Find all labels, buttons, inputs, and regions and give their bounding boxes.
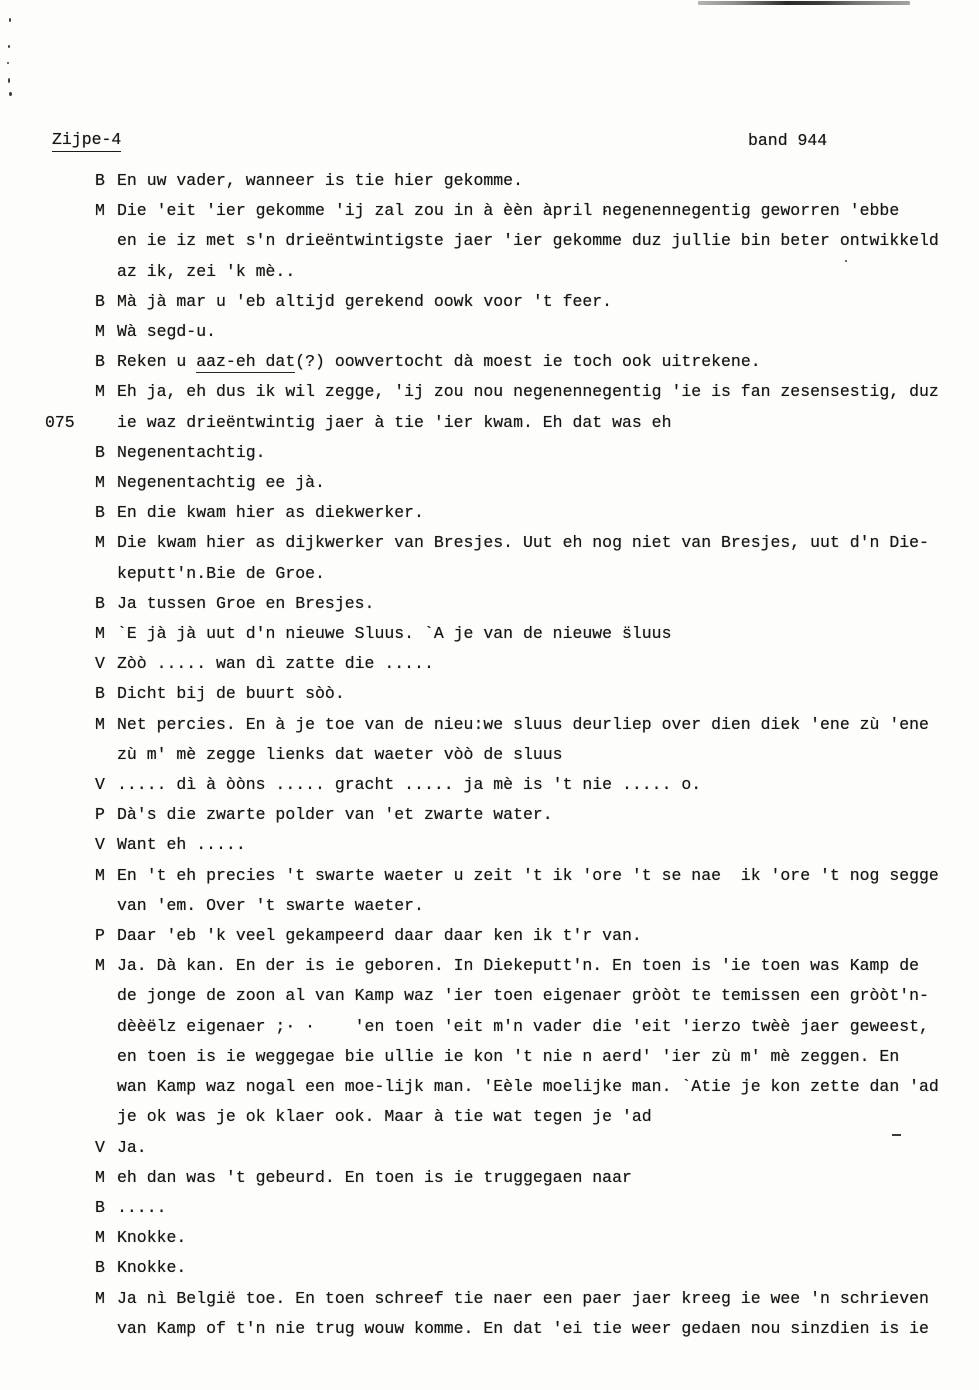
transcript-line xyxy=(95,1193,965,1223)
transcript-line xyxy=(45,408,965,438)
scan-artifact xyxy=(8,45,10,48)
transcript-line xyxy=(95,740,965,770)
speaker-label: M xyxy=(95,956,105,976)
line-text: En uw vader, wanneer is tie hier gekomme. xyxy=(117,171,523,190)
transcript-line xyxy=(95,921,965,951)
speaker-label: M xyxy=(95,624,105,644)
line-text: Die 'eit 'ier gekomme 'ij zal zou in à èèn àpril negenennegentig geworren 'ebbe xyxy=(117,201,900,221)
line-text: Wà segd-u. xyxy=(117,322,217,342)
line-text: az ik, zei 'k mè.. xyxy=(117,261,296,281)
line-text: Zòò ..... wan dì zatte die ..... xyxy=(117,654,434,674)
speaker-label: V xyxy=(95,775,105,795)
line-text: `E jà jà uut d'n nieuwe Sluus. `A je van de nieuwe s̈luus xyxy=(117,624,672,644)
scan-artifact xyxy=(7,62,9,64)
line-text: zù m' mè zegge lienks dat waeter vòò de sluus xyxy=(117,744,563,764)
line-text: (?) oowvertocht dà moest ie toch ook uitrekene. xyxy=(295,352,761,372)
line-text: de jonge de zoon al van Kamp waz 'ier toen eigenaer gròòt te temissen een gròòt'n- xyxy=(117,986,929,1006)
transcript-line xyxy=(95,196,965,226)
speaker-label: B xyxy=(95,171,105,190)
transcript-line xyxy=(95,649,965,679)
line-text: Die kwam hier as dijkwerker van Bresjes. Uut eh nog niet van Bresjes, uut d'n Die- xyxy=(117,533,929,553)
line-text: je ok was je ok klaer ook. Maar à tie wat tegen je 'ad xyxy=(117,1107,652,1127)
transcript-line xyxy=(95,1133,965,1163)
line-text: En die kwam hier as diekwerker. xyxy=(117,503,424,523)
transcript-line xyxy=(95,347,965,377)
transcript-line xyxy=(95,770,965,800)
transcript-line xyxy=(95,287,965,317)
transcript-line xyxy=(95,226,965,256)
speaker-label: P xyxy=(95,926,105,946)
speaker-label: V xyxy=(95,835,105,855)
transcript-line xyxy=(95,257,965,287)
line-text: Net percies. En à je toe van de nieu:we sluus deurliep over dien diek 'ene zù 'ene xyxy=(117,714,929,734)
speaker-label: B xyxy=(95,503,105,523)
transcript-line xyxy=(95,891,965,921)
transcript-line xyxy=(95,528,965,558)
transcript-line xyxy=(95,800,965,830)
speaker-label: M xyxy=(95,201,105,221)
line-text: Eh ja, eh dus ik wil zegge, 'ij zou nou negenennegentig 'ie is fan zesensestig, duz xyxy=(117,382,939,402)
transcript-line xyxy=(95,1102,965,1132)
line-text: Dà's die zwarte polder van 'et zwarte water. xyxy=(117,805,553,825)
line-text: van 'em. Over 't swarte waeter. xyxy=(117,895,424,915)
line-text: Mà jà mar u 'eb altijd gerekend oowk voor 't feer. xyxy=(117,291,613,311)
line-text: Ja tussen Groe en Bresjes. xyxy=(117,593,375,613)
speaker-label: B xyxy=(95,593,105,613)
line-text: Dicht bij de buurt sòò. xyxy=(117,684,345,704)
transcript-line xyxy=(95,1223,965,1253)
scan-artifact-topline xyxy=(698,1,910,5)
speaker-label: B xyxy=(95,442,105,462)
transcript-line xyxy=(95,710,965,740)
speaker-label: V xyxy=(95,1137,105,1157)
line-text: en ie iz met s'n drieëntwintigste jaer 'ier gekomme duz jullie bin beter ontwikkeld xyxy=(117,231,939,251)
speaker-label: B xyxy=(95,1197,105,1217)
page-title: Zijpe-4 xyxy=(52,130,121,152)
speaker-label: M xyxy=(95,714,105,734)
transcript-line xyxy=(95,1163,965,1193)
transcript-line xyxy=(95,861,965,891)
line-text: Knokke. xyxy=(117,1258,187,1278)
line-text: eh dan was 't gebeurd. En toen is ie truggegaen naar xyxy=(117,1167,632,1187)
line-text: Want eh ..... xyxy=(117,835,246,855)
line-text: En 't eh precies 't swarte waeter u zeit 't ik 'ore 't se nae ik 'ore 't nog segge xyxy=(117,865,939,885)
transcript-line xyxy=(95,679,965,709)
line-text: Knokke. xyxy=(117,1228,187,1248)
scan-artifact xyxy=(8,78,10,83)
transcript-line xyxy=(95,559,965,589)
transcript-line xyxy=(95,951,965,981)
tape-counter: 075 xyxy=(45,412,75,432)
transcript-line xyxy=(95,619,965,649)
speaker-label: M xyxy=(95,322,105,342)
line-text: ..... dì à òòns ..... gracht ..... ja mè is 't nie ..... o. xyxy=(117,775,702,795)
line-text: keputt'n.Bie de Groe. xyxy=(117,563,325,583)
speaker-label: B xyxy=(95,291,105,311)
speaker-label: B xyxy=(95,352,105,372)
line-text: van Kamp of t'n nie trug wouw komme. En dat 'ei tie weer gedaen nou sinzdien is ie xyxy=(117,1318,929,1338)
line-text: Ja. Dà kan. En der is ie geboren. In Diekeputt'n. En toen is 'ie toen was Kamp de xyxy=(117,956,920,976)
speaker-label: P xyxy=(95,805,105,825)
line-text: ..... xyxy=(117,1197,167,1217)
line-text: Negenentachtig. xyxy=(117,442,266,462)
speaker-label: M xyxy=(95,1167,105,1187)
transcript-line xyxy=(95,1042,965,1072)
line-text: Negenentachtig ee jà. xyxy=(117,473,325,493)
transcript-line xyxy=(95,589,965,619)
line-text: en toen is ie weggegae bie ullie ie kon 't nie n aerd' 'ier zù m' mè zeggen. En xyxy=(117,1046,900,1066)
transcript-line xyxy=(95,830,965,860)
speaker-label: B xyxy=(95,1258,105,1278)
transcript-line xyxy=(95,438,965,468)
speaker-label: V xyxy=(95,654,105,674)
transcript-line xyxy=(95,317,965,347)
transcript-line xyxy=(95,1314,965,1344)
line-text: Daar 'eb 'k veel gekampeerd daar daar ken ik t'r van. xyxy=(117,926,642,946)
transcript-line xyxy=(95,498,965,528)
speaker-label: M xyxy=(95,865,105,885)
transcript xyxy=(45,166,965,1344)
speaker-label: B xyxy=(95,684,105,704)
transcript-line xyxy=(95,1072,965,1102)
line-text: Reken u xyxy=(117,352,197,372)
line-text: ie waz drieëntwintig jaer à tie 'ier kwam. Eh dat was eh xyxy=(117,412,672,432)
transcript-line xyxy=(95,1284,965,1314)
line-text: dèèëlz eigenaer ;· · 'en toen 'eit m'n vader die 'eit 'ierzo twèè jaer geweest, xyxy=(117,1016,929,1036)
underlined-text: aaz-eh dat xyxy=(196,352,296,372)
speaker-label: M xyxy=(95,1228,105,1248)
transcript-line xyxy=(95,1012,965,1042)
scan-artifact xyxy=(9,18,11,22)
line-text: Ja. xyxy=(117,1137,147,1157)
transcript-line xyxy=(95,166,965,196)
line-text: wan Kamp waz nogal een moe-lijk man. 'Eèle moelijke man. `Atie je kon zette dan 'ad xyxy=(117,1077,939,1097)
speaker-label: M xyxy=(95,382,105,402)
speaker-label: M xyxy=(95,533,105,553)
speaker-label: M xyxy=(95,473,105,493)
transcript-line xyxy=(95,377,965,407)
transcript-line xyxy=(95,981,965,1011)
transcript-line xyxy=(95,1253,965,1283)
line-text: Ja nì België toe. En toen schreef tie naer een paer jaer kreeg ie wee 'n schrieven xyxy=(117,1288,929,1308)
speaker-label: M xyxy=(95,1288,105,1308)
scan-artifact xyxy=(9,92,12,96)
band-number: band 944 xyxy=(748,131,828,150)
transcript-line xyxy=(95,468,965,498)
